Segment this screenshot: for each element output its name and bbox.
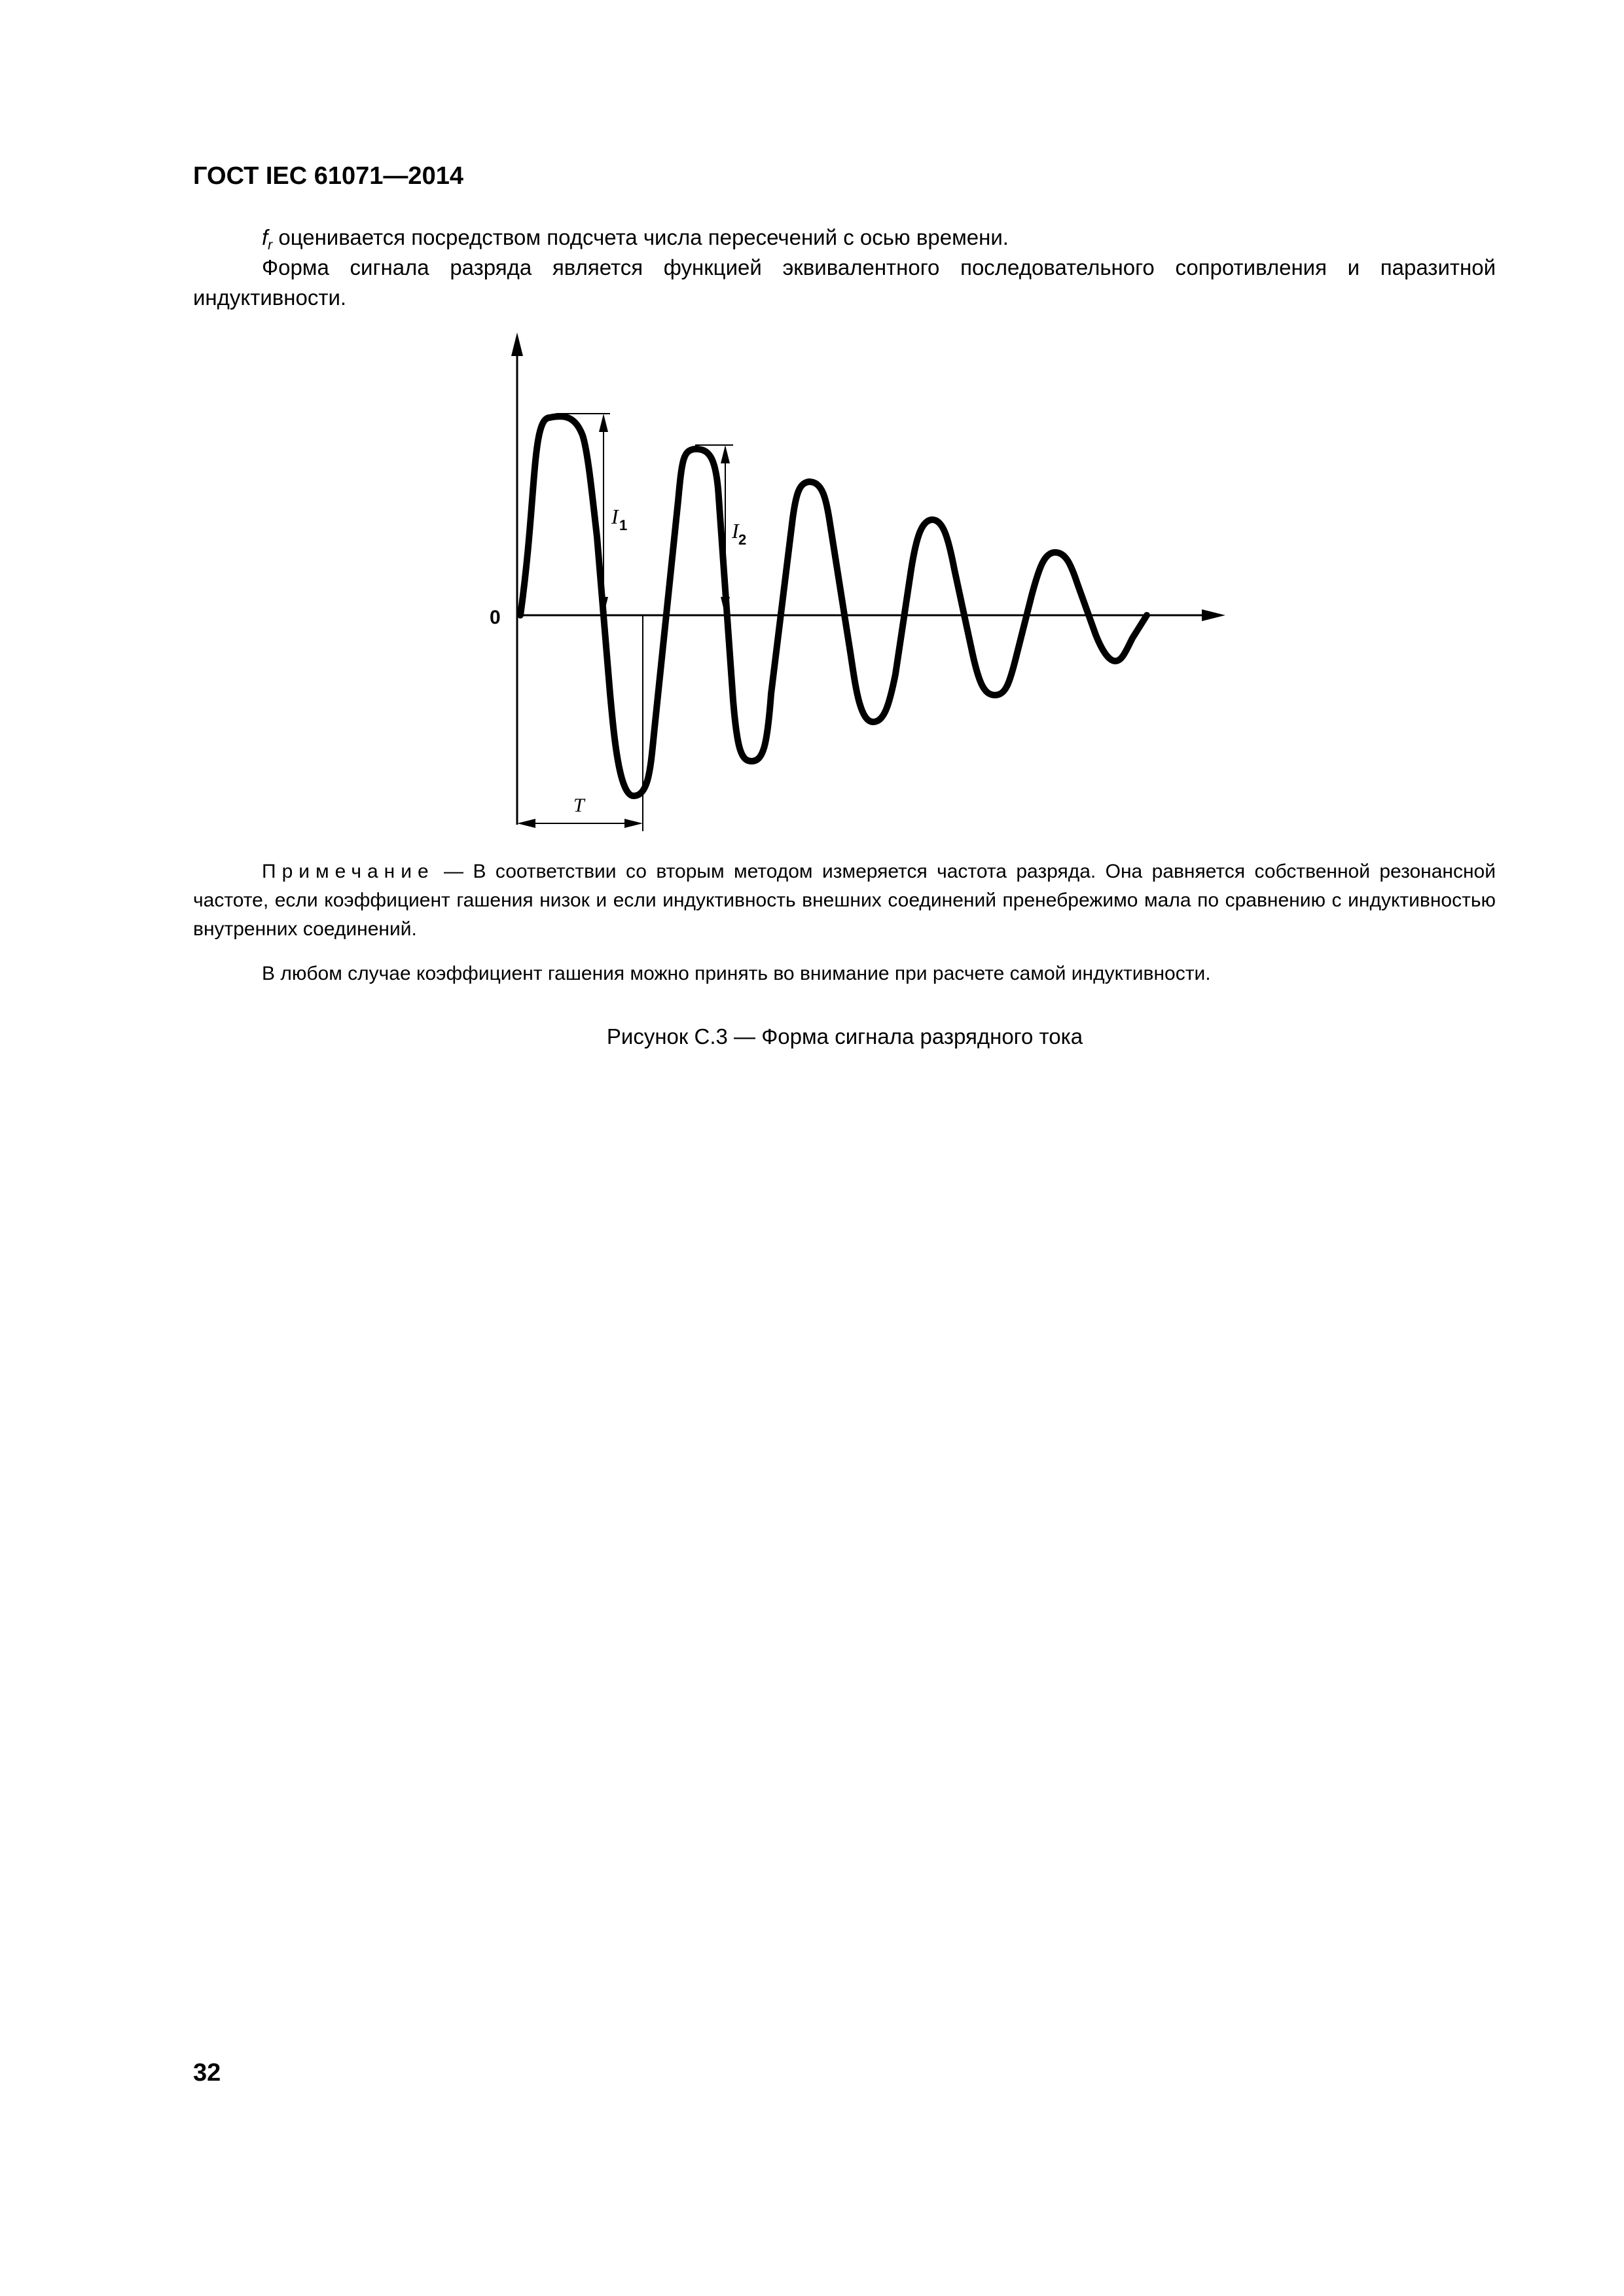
y-axis-arrow: [511, 332, 523, 356]
discharge-waveform-figure: [458, 327, 1257, 851]
frequency-symbol: f: [262, 225, 268, 249]
paragraph-waveform: Форма сигнала разряда является функцией эквивалентного последовательного сопротивления и паразитной индуктивности.: [193, 255, 1496, 310]
i1-subscript: 1: [619, 517, 628, 533]
x-axis-arrow: [1202, 609, 1225, 621]
i1-arrow-top: [599, 414, 608, 432]
i2-subscript: 2: [738, 531, 747, 548]
paragraph-frequency-text: оценивается посредством подсчета числа пересечений с осью времени.: [272, 225, 1009, 249]
zero-label: 0: [490, 607, 501, 628]
figure-caption: Рисунок С.3 — Форма сигнала разрядного тока: [606, 1024, 1083, 1049]
note-text: — В соответствии со вторым методом измеряется частота разряда. Она равняется собственной резонансной частоте, если коэффициент гашения низок и если индуктивность внешних соединений пренебрежимо мала по сравнению с индуктивностью внутренних соединений.: [193, 861, 1496, 940]
i2-arrow-top: [721, 445, 730, 463]
note-prefix: Примечание: [262, 861, 435, 882]
i2-label: I: [732, 519, 739, 543]
frequency-subscript: r: [268, 238, 273, 253]
figure-note: [193, 857, 1496, 944]
figure-note-second: В любом случае коэффициент гашения можно принять во внимание при расчете самой индуктивности.: [262, 963, 1211, 984]
waveform-curve: [520, 416, 1147, 796]
page-number: 32: [193, 2059, 221, 2087]
t-label: T: [573, 795, 585, 816]
t-arrow-left: [517, 819, 535, 828]
document-header: ГОСТ IEC 61071—2014: [193, 162, 463, 190]
t-arrow-right: [624, 819, 643, 828]
i1-label: I: [611, 505, 619, 528]
